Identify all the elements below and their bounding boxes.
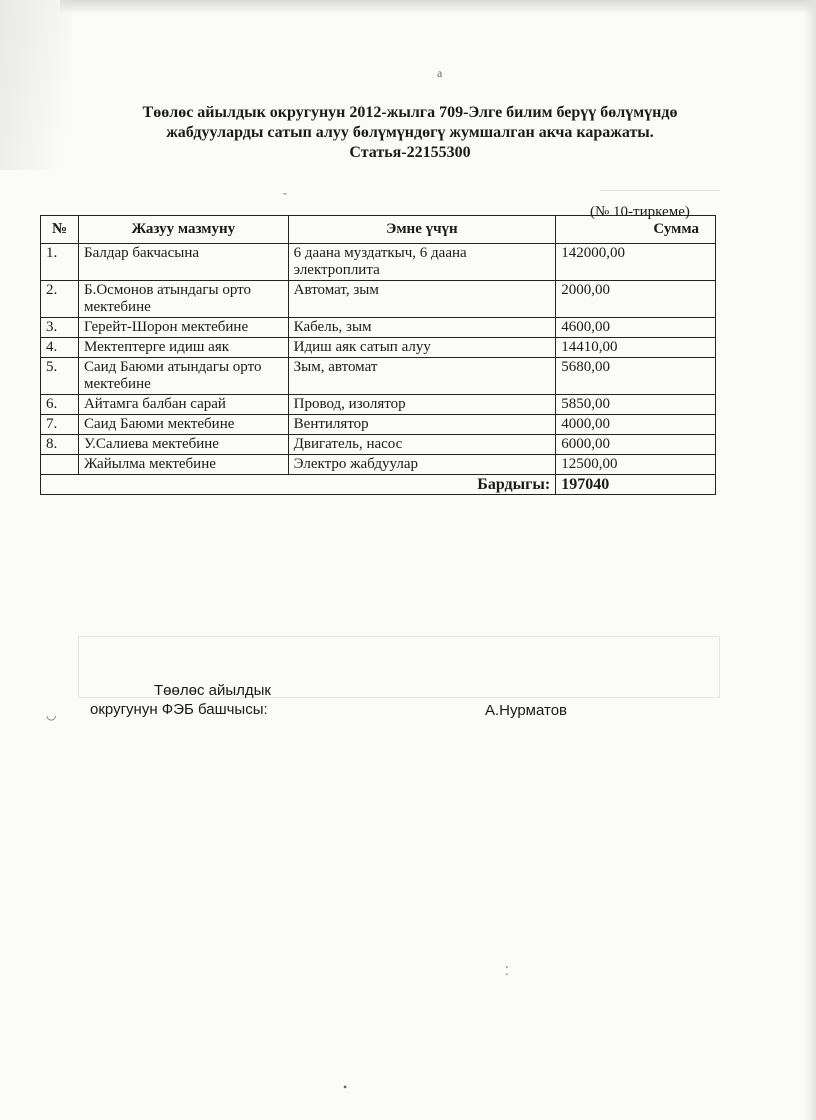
row-purpose: Автомат, зым bbox=[288, 281, 556, 318]
table-row bbox=[41, 455, 716, 475]
row-sum: 4600,00 bbox=[556, 318, 716, 338]
row-number: 2. bbox=[41, 281, 79, 318]
row-purpose: Идиш аяк сатып алуу bbox=[288, 338, 556, 358]
row-item: Саид Баюми атындагы орто мектебине bbox=[78, 358, 288, 395]
table-total-row bbox=[41, 475, 716, 495]
row-number: 3. bbox=[41, 318, 79, 338]
row-sum: 14410,00 bbox=[556, 338, 716, 358]
scan-speck: ˘ bbox=[283, 190, 287, 204]
row-number: 7. bbox=[41, 415, 79, 435]
signature-position bbox=[90, 681, 271, 719]
row-item: Айтамга балбан сарай bbox=[78, 395, 288, 415]
row-purpose: Электро жабдуулар bbox=[288, 455, 556, 475]
row-number: 5. bbox=[41, 358, 79, 395]
row-item: Жайылма мектебине bbox=[78, 455, 288, 475]
row-sum: 12500,00 bbox=[556, 455, 716, 475]
table-header-row bbox=[41, 216, 716, 244]
table-row bbox=[41, 435, 716, 455]
row-purpose: Провод, изолятор bbox=[288, 395, 556, 415]
signature-line-1: Төөлөс айылдык bbox=[154, 682, 271, 699]
row-number bbox=[41, 455, 79, 475]
row-sum: 5680,00 bbox=[556, 358, 716, 395]
row-number: 8. bbox=[41, 435, 79, 455]
row-item: Б.Осмонов атындагы орто мектебине bbox=[78, 281, 288, 318]
signatory-name: А.Нурматов bbox=[485, 702, 568, 719]
row-number: 6. bbox=[41, 395, 79, 415]
title-line-3: Статья-22155300 bbox=[349, 144, 471, 161]
row-sum: 6000,00 bbox=[556, 435, 716, 455]
row-item: Саид Баюми мектебине bbox=[78, 415, 288, 435]
document-title bbox=[100, 103, 720, 163]
scan-speck: ⁚ bbox=[505, 964, 509, 978]
row-sum: 142000,00 bbox=[556, 244, 716, 281]
total-value: 197040 bbox=[556, 475, 716, 495]
table-row bbox=[41, 281, 716, 318]
table-row bbox=[41, 358, 716, 395]
signature-line-2: округунун ФЭБ башчысы: bbox=[90, 701, 268, 718]
row-purpose: Вентилятор bbox=[288, 415, 556, 435]
header-number: № bbox=[41, 216, 79, 244]
scan-speck: ◡ bbox=[46, 708, 57, 722]
title-line-1: Төөлөс айылдык округунун 2012-жылга 709-Элге билим берүү бөлүмүндө bbox=[142, 104, 678, 121]
table-row bbox=[41, 395, 716, 415]
scan-edge bbox=[804, 0, 816, 1120]
row-sum: 4000,00 bbox=[556, 415, 716, 435]
row-number: 4. bbox=[41, 338, 79, 358]
row-sum: 2000,00 bbox=[556, 281, 716, 318]
row-purpose: Двигатель, насос bbox=[288, 435, 556, 455]
row-purpose: 6 даана муздаткыч, 6 даана электроплита bbox=[288, 244, 556, 281]
row-item: У.Салиева мектебине bbox=[78, 435, 288, 455]
row-purpose: Кабель, зым bbox=[288, 318, 556, 338]
title-line-2: жабдууларды сатып алуу бөлүмүндөгү жумшалган акча каражаты. bbox=[166, 124, 654, 141]
scan-shadow bbox=[60, 0, 816, 14]
table-row bbox=[41, 318, 716, 338]
header-purpose: Эмне үчүн bbox=[288, 216, 556, 244]
header-sum: Сумма bbox=[556, 216, 716, 244]
row-item: Герейт-Шорон мектебине bbox=[78, 318, 288, 338]
table-row bbox=[41, 338, 716, 358]
scan-speck: a bbox=[437, 66, 443, 80]
row-item: Балдар бакчасына bbox=[78, 244, 288, 281]
appendix-label: (№ 10-тиркеме) bbox=[590, 204, 690, 220]
row-number: 1. bbox=[41, 244, 79, 281]
total-label: Бардыгы: bbox=[41, 475, 556, 495]
table-row bbox=[41, 415, 716, 435]
row-item: Мектептерге идиш аяк bbox=[78, 338, 288, 358]
header-description: Жазуу мазмуну bbox=[78, 216, 288, 244]
row-sum: 5850,00 bbox=[556, 395, 716, 415]
table-row bbox=[41, 244, 716, 281]
scan-edge bbox=[0, 0, 72, 170]
scan-speck: • bbox=[343, 1080, 348, 1094]
expense-table bbox=[40, 215, 716, 495]
row-purpose: Зым, автомат bbox=[288, 358, 556, 395]
bleed-through bbox=[600, 172, 720, 191]
